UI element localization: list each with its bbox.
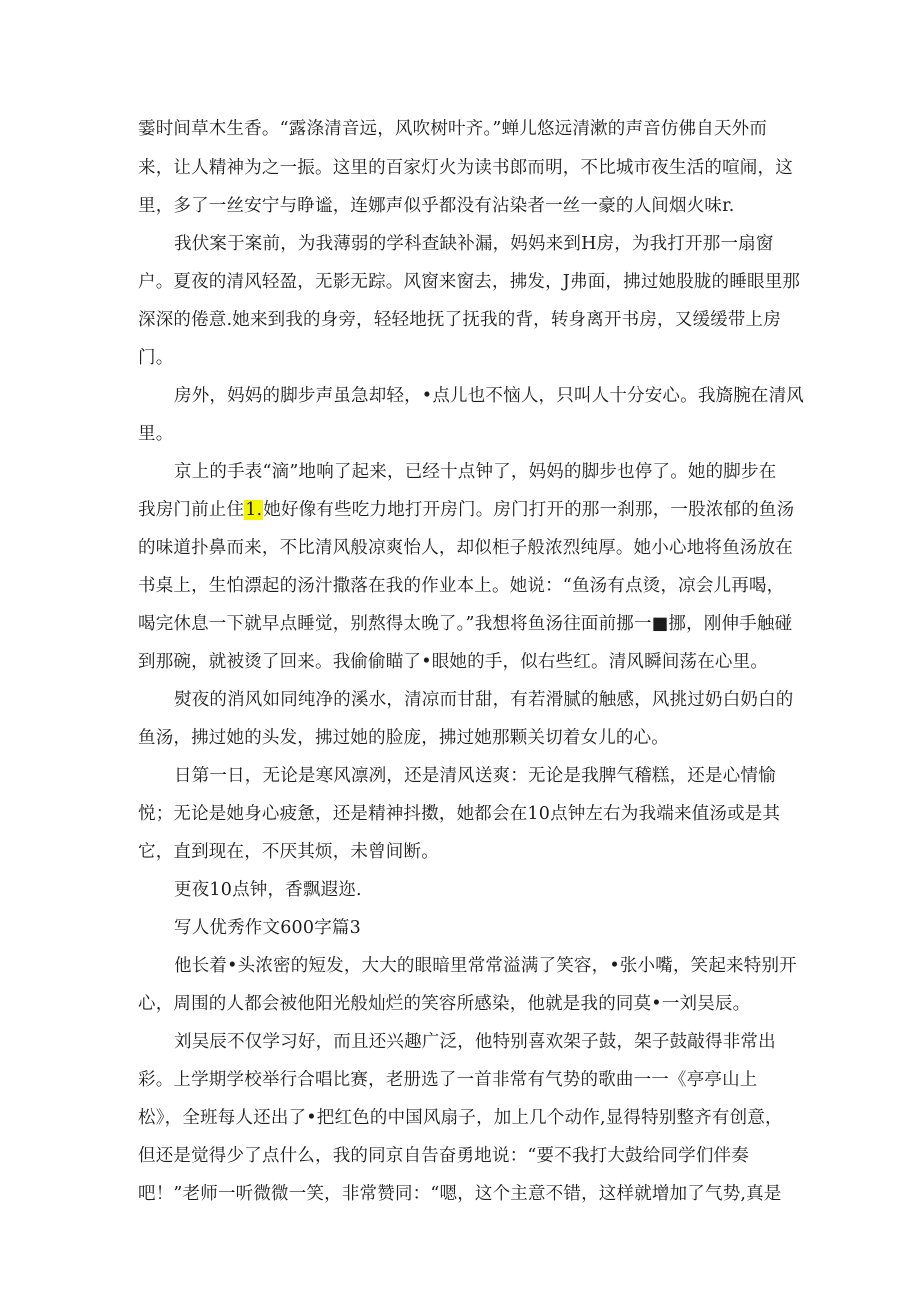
- section-heading: 写人优秀作文600字篇3: [174, 918, 361, 938]
- text-line: 我伏案于案前，为我薄弱的学科查缺补漏，妈妈来到H房，为我打开那一扇窗: [174, 234, 774, 254]
- text-line: 房外，妈妈的脚步声虽急却轻，•点儿也不恼人，只叫人十分安心。我旖腕在清风: [174, 386, 805, 406]
- text-line: 松》，全班每人还出了•把红色的中国风扇子，加上几个动作,显得特别整齐有创意，: [138, 1108, 783, 1128]
- text-line: 里，多了一丝安宁与睁谧，连娜声似乎都没有沾染者一丝一豪的人间烟火味r.: [138, 196, 735, 216]
- text-line: 刘吴辰不仅学习好，而且还兴趣广泛，他特别喜欢架子鼓，架子鼓敲得非常出: [174, 1032, 776, 1052]
- text-line: 它，直到现在，不厌其烦，未曾间断。: [138, 842, 439, 862]
- text-line: 到那碗，就被烫了回来。我偷偷瞄了•眼她的手，似右些红。清风瞬间荡在心里。: [138, 652, 769, 672]
- text-line: 来，让人精神为之一振。这里的百家灯火为读书郎而明，不比城市夜生活的喧闹，这: [138, 158, 793, 178]
- text-line: 彩。上学期学校举行合唱比赛，老册选了一首非常有气势的歌曲一一《亭亭山上: [138, 1070, 758, 1090]
- text-line: 他长着•头浓密的短发，大大的眼暗里常常溢满了笑容，•张小嘴，笑起来特别开: [174, 956, 797, 976]
- text-line: 京上的手表“滴”地响了起来，已经十点钟了，妈妈的脚步也停了。她的脚步在: [174, 462, 777, 482]
- text-line: 霎时间草木生香。“露涤清音远，风吹树叶齐。”蝉儿悠远清漱的声音仿佛自天外而: [138, 119, 768, 139]
- text-line: 的味道扑鼻而来，不比清风般凉爽怡人，却似柜子般浓烈纯厚。她小心地将鱼汤放在: [138, 538, 793, 558]
- text-line: 悦；无论是她身心疲惫，还是精神抖擞，她都会在10点钟左右为我端来值汤或是其: [138, 804, 781, 824]
- text-line: 熨夜的消风如同纯净的溪水，清凉而甘甜，有若滑腻的触感，风挑过奶白奶白的: [174, 690, 794, 710]
- text-segment: 她好像有些吃力地打开房门。房门打开的那一刹那，一股浓郁的鱼汤: [263, 500, 795, 520]
- text-line: 户。夏夜的清风轻盈，无影无踪。风窗来窗去，拂发，J弗面，拂过她股胧的睡眼里那: [138, 272, 801, 292]
- text-line: 日第一日，无论是寒风凛冽，还是清风送爽：无论是我脾气稽糕，还是心情愉: [174, 766, 776, 786]
- text-line: 喝完休息一下就早点睡觉，别熬得太晚了。”我想将鱼汤往面前挪一■挪，刚伸手触碰: [138, 614, 793, 634]
- text-line: 更夜10点钟，香飘遐迩.: [174, 880, 362, 900]
- text-line: 里。: [138, 424, 174, 444]
- text-line: 深深的倦意.她来到我的身旁，轻轻地抚了抚我的背，转身离开书房，又缓缓带上房: [138, 310, 781, 330]
- highlighted-text: 1.: [245, 500, 263, 520]
- text-line: 但还是觉得少了点什么，我的同京自告奋勇地说：“要不我打大鼓给同学们伴奏: [138, 1146, 749, 1166]
- text-line-with-highlight: [138, 495, 795, 525]
- text-line: 鱼汤，拂过她的头发，拂过她的脸庞，拂过她那颗关切着女儿的心。: [138, 728, 669, 748]
- text-segment: 我房门前止住: [138, 500, 245, 520]
- text-line: 吧！”老师一听微微一笑，非常赞同：“嗯，这个主意不错，这样就增加了气势,真是: [138, 1184, 782, 1204]
- text-line: 书桌上，生怕漂起的汤汁撒落在我的作业本上。她说：“鱼汤有点烫，凉会儿再喝，: [138, 576, 785, 596]
- text-line: 心，周围的人都会被他阳光般灿烂的笑容所感染，他就是我的同莫•一刘吴辰。: [138, 994, 751, 1014]
- text-line: 门。: [138, 348, 174, 368]
